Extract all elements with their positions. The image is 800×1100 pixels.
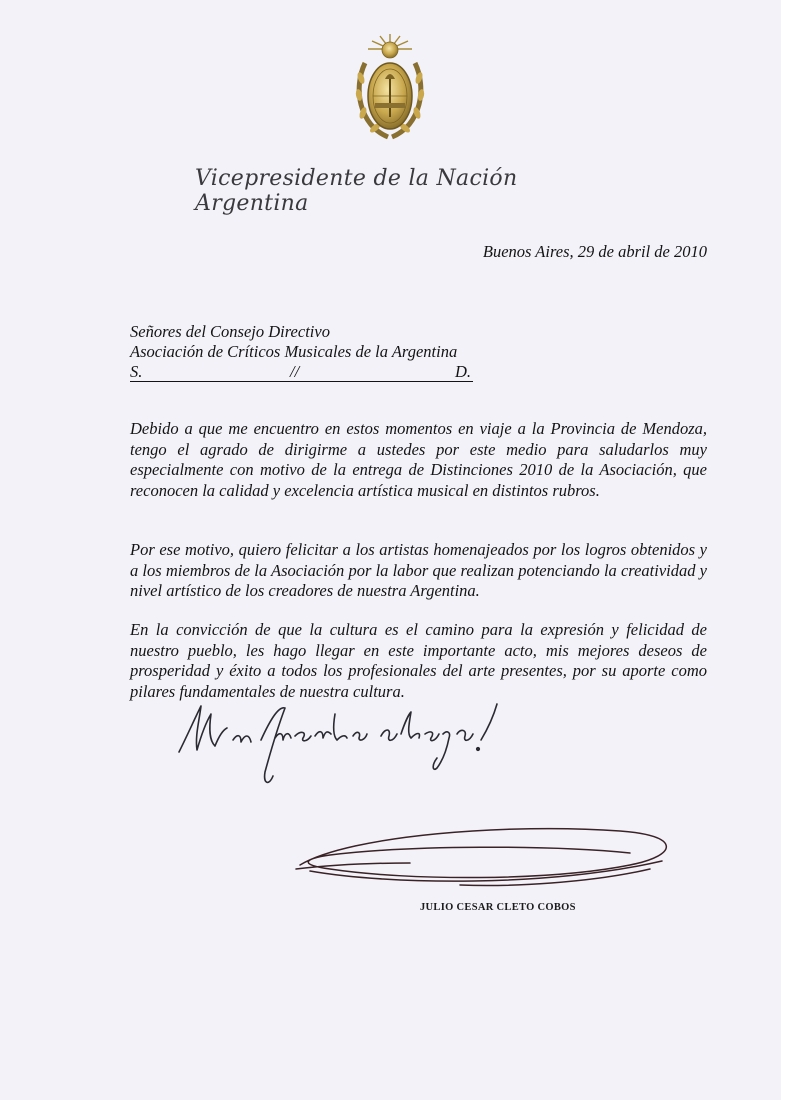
- coat-of-arms-icon: [351, 33, 429, 143]
- body-paragraph: Debido a que me encuentro en estos momentos en viaje a la Provincia de Mendoza, tengo el agrado de dirigirme a ustedes por este medio para saludarlos muy especialmente con motivo de la entrega de Distinciones 2010 de la Asociación, que reconocen la calidad y excelencia artística musical en distintos rubros.: [130, 419, 707, 500]
- recipient-line: Señores del Consejo Directivo: [130, 322, 330, 341]
- body-paragraph: Por ese motivo, quiero felicitar a los artistas homenajeados por los logros obtenidos y a los miembros de la Asociación por la labor que realizan potenciando la creatividad y nivel artístico de los creadores de nuestra Argentina.: [130, 540, 707, 600]
- address-s: S.: [130, 362, 143, 381]
- address-line: [130, 362, 473, 382]
- recipient-block: [130, 322, 490, 362]
- letter-date: Buenos Aires, 29 de abril de 2010: [482, 242, 707, 261]
- recipient-line: Asociación de Críticos Musicales de la Argentina: [130, 342, 458, 361]
- signature: [290, 825, 680, 895]
- letterhead-title: Vicepresidente de la Nación Argentina: [195, 166, 518, 216]
- address-d: D.: [454, 362, 471, 381]
- handwritten-closing: [175, 700, 520, 795]
- address-separator: //: [290, 362, 300, 381]
- signer-name: JULIO CESAR CLETO COBOS: [420, 902, 576, 913]
- body-paragraph: En la convicción de que la cultura es el camino para la expresión y felicidad de nuestro pueblo, les hago llegar en este importante acto, mis mejores deseos de prosperidad y éxito a todos los profesionales del arte presentes, por su aporte como pilares fundamentales de nuestra cultura.: [130, 620, 707, 701]
- background-edge: [781, 0, 800, 1100]
